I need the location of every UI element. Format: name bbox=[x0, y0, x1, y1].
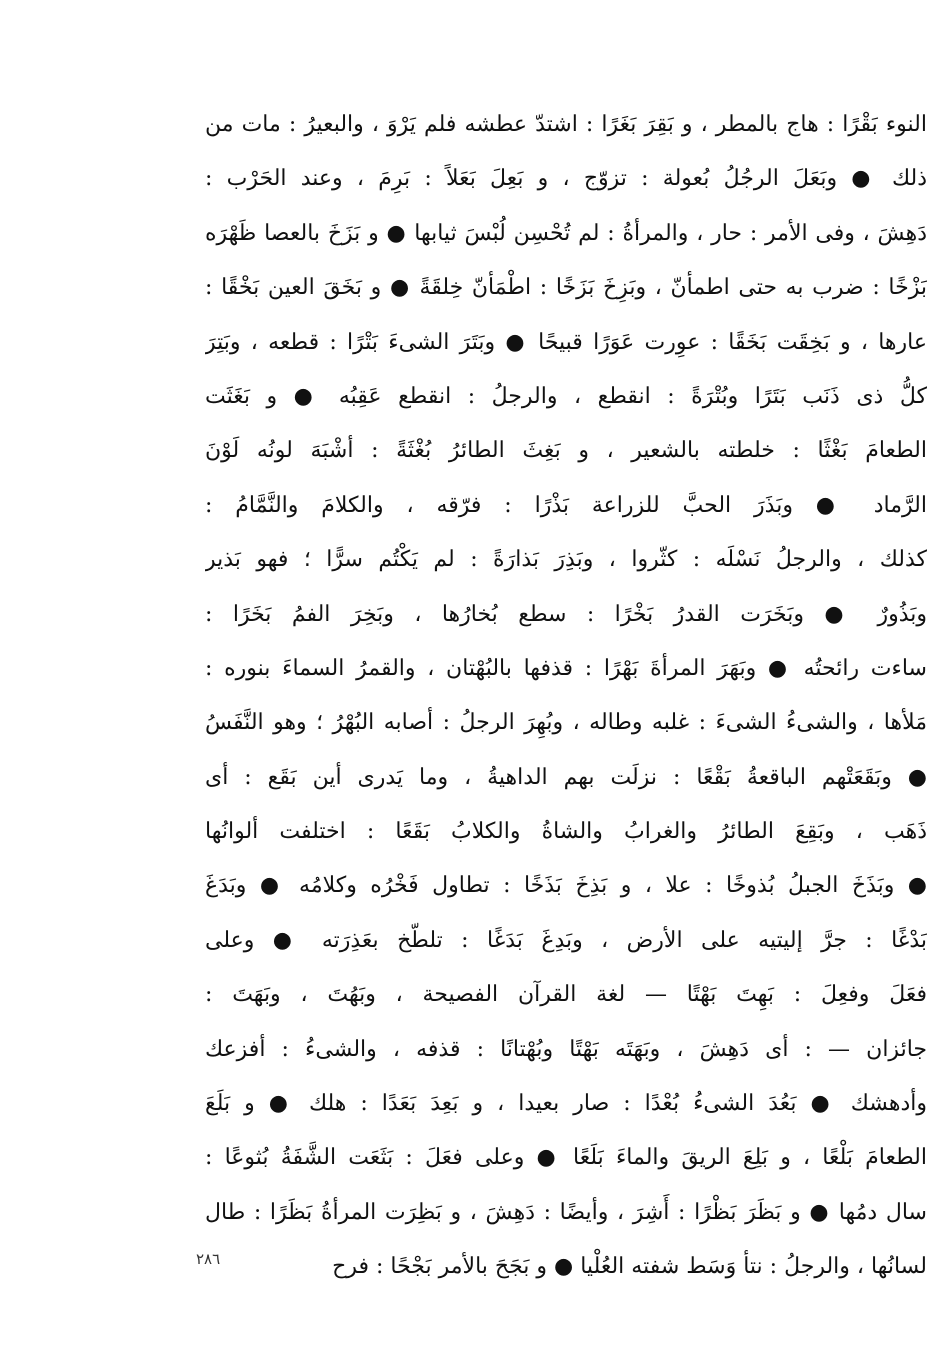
text-line: ذَهَب ، وبَقِعَ الطائرُ والغرابُ والشاةُ والكلابُ بَقَعًا : اختلفت ألوانُها bbox=[205, 819, 927, 845]
page-number: ٢٨٦ bbox=[196, 1250, 221, 1268]
text-line: لسانُها ، والرجلُ : نتأ وَسَط شفته العُلْيا ● و بَجَحَ بالأمر بَجْحًا : فرح bbox=[332, 1254, 927, 1280]
text-line: كلُّ ذى ذَنَب بَتَرًا وبُتْرَةً : انقطع ، والرجلُ : انقطع عَقِبُه ● و بَغَثَت bbox=[205, 383, 927, 409]
text-line: دَهِشَ ، وفى الأمر : حار ، والمرأةُ : لم تُحْسِن لُبْسَ ثيابها ● و بَزَخَ بالعصا ظَهْرَه bbox=[205, 220, 927, 246]
text-line: جائزان — : أى دَهِشَ ، وبَهَتَه بَهْتًا وبُهْتانًا : قذفه ، والشىءُ : أفزعك bbox=[205, 1036, 927, 1062]
text-line: النوء بَقْرًا : هاج بالمطر ، و بَقِرَ بَغَرًا : اشتدّ عطشه فلم يَرْوَ ، والبعيرُ : مات من bbox=[205, 112, 927, 137]
text-line: الطعامَ بَغْثًا : خلطته بالشعير ، و بَغِثَ الطائرُ بُغْثَةً : أشْبَهَ لونُه لَوْنَ bbox=[205, 438, 927, 464]
text-line: ذلك ● وبَعَلَ الرجُلُ بُعولة : تزوّج ، و بَعِلَ بَعَلاً : بَرِمَ ، وعند الحَرْب : bbox=[205, 166, 927, 192]
text-line: عارها ، و بَخِقَت بَخَقًا : عوِرت عَوَرًا قبيحًا ● وبَتَرَ الشىءَ بَتْرًا : قطعه ، وبَتِرَ bbox=[205, 329, 927, 355]
body-text bbox=[205, 98, 927, 1295]
text-line: الرَّماد ● وبَذَرَ الحبَّ للزراعة بَذْرًا : فرّقه ، والكلامَ والنَّمَّامُ : bbox=[205, 492, 927, 518]
text-line: فعَلَ وفعِلَ : بَهِتَ بَهْتًا — لغة القرآن الفصيحة ، وبَهُتَ ، وبَهَتَ : bbox=[205, 982, 927, 1008]
text-line: بَدْغًا : جرَّ إليتيه على الأرض ، وبَدِغَ بَدَغًا : تلطّخ بعَذِرَته ● وعلى bbox=[205, 927, 927, 953]
text-line: ● وبَقَعَتْهم الباقعةُ بَقْعًا : نزلَت بهم الداهيةُ ، وما يَدرى أين بَقَع : أى bbox=[205, 764, 927, 790]
text-line: سال دمُها ● و بَظَرَ بَظْرًا : أَشِرَ ، وأيضًا : دَهِشَ ، و بَظِرَت المرأةُ بَظَرًا : طال bbox=[205, 1199, 927, 1225]
text-line: وبَذُورٌ ● وبَخَرَت القدرُ بَخْرًا : سطع بُخارُها ، وبَخِرَ الفمُ بَخَرًا : bbox=[205, 601, 927, 627]
text-line: الطعامَ بَلْعًا ، و بَلِعَ الريقَ والماءَ بَلَعًا ● وعلى فعَلَ : بَثَعَت الشَّفَةُ بُثوعًا : bbox=[205, 1145, 927, 1171]
text-line: بَزْخًا : ضرب به حتى اطمأنّ ، وبَزِخَ بَزَخًا : اطْمَأنّ خِلقَةً ● و بَخَقَ العين بَخْقًا : bbox=[205, 275, 927, 301]
text-line: كذلك ، والرجلُ نَسْلَه : كثّروا ، وبَذِرَ بَذارَةً : لم يَكْتُم سرًّا ؛ فهو بَذير bbox=[205, 547, 927, 573]
text-line: ● وبَذَخَ الجبلُ بُذوخًا : علا ، و بَذِخَ بَذَخًا : تطاول فَخْرُه وكلامُه ● وبَدَغَ bbox=[205, 873, 927, 899]
text-line: وأدهشك ● بَعُدَ الشىءُ بُعْدًا : صار بعيدا ، و بَعِدَ بَعَدًا : هلك ● و بَلَعَ bbox=[205, 1091, 927, 1117]
text-line: ساءت رائحتُه ● وبَهَرَ المرأةَ بَهْرًا : قذفها بالبُهْتان ، والقمرُ السماءَ بنوره : bbox=[205, 655, 927, 681]
text-line: مَلأها ، والشىءُ الشىءَ : غلبه وطاله ، وبُهِرَ الرجلُ : أصابه البُهْرُ ؛ وهو النَّفَسُ bbox=[205, 710, 927, 736]
